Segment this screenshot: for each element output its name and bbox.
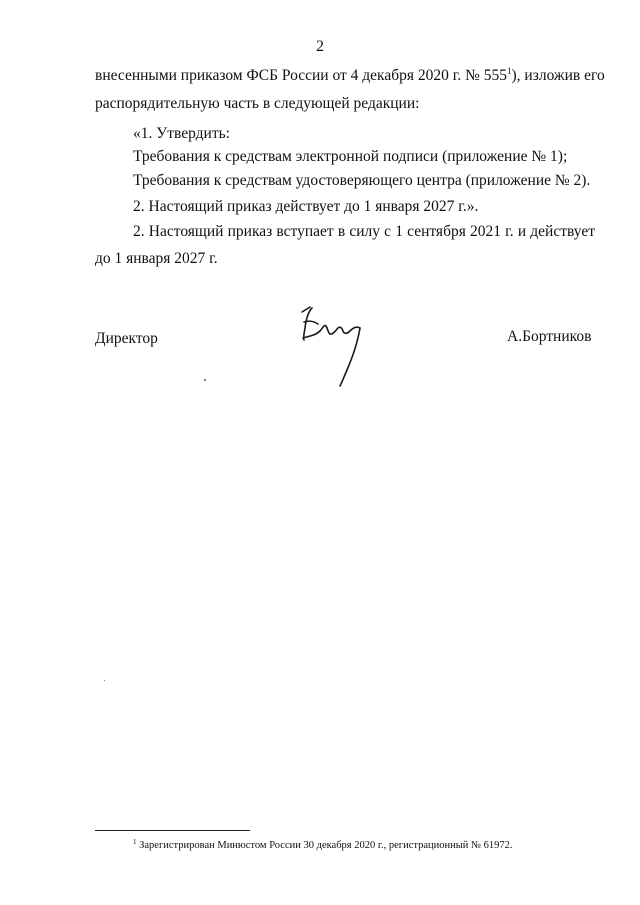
body-line-7: 2. Настоящий приказ вступает в силу с 1 сентября 2021 г. и действует (133, 223, 595, 240)
body-line-2: распорядительную часть в следующей редакции: (95, 95, 420, 112)
body-line-1-tail: ), изложив его (511, 67, 605, 84)
page-number: 2 (316, 38, 324, 55)
handwritten-signature (290, 298, 380, 393)
signature-name: А.Бортников (507, 328, 592, 345)
footnote-text: Зарегистрирован Минюстом России 30 декабря 2020 г., регистрационный № 61972. (136, 840, 513, 851)
footnote (133, 838, 513, 851)
footnote-divider (95, 830, 250, 831)
body-line-1 (95, 66, 605, 85)
footnote-ref: 1 (507, 66, 512, 76)
scan-speck (204, 379, 206, 381)
body-line-1-text: внесенными приказом ФСБ России от 4 декабря 2020 г. № 555 (95, 67, 507, 84)
body-line-6: 2. Настоящий приказ действует до 1 января 2027 г.». (133, 198, 479, 215)
footnote-marker: 1 (133, 838, 137, 846)
body-line-4: Требования к средствам электронной подписи (приложение № 1); (133, 148, 568, 165)
body-line-5: Требования к средствам удостоверяющего центра (приложение № 2). (133, 172, 591, 189)
body-line-3: «1. Утвердить: (133, 125, 230, 142)
signature-position-title: Директор (95, 330, 158, 347)
body-line-8: до 1 января 2027 г. (95, 250, 218, 267)
scan-speck (104, 680, 105, 681)
